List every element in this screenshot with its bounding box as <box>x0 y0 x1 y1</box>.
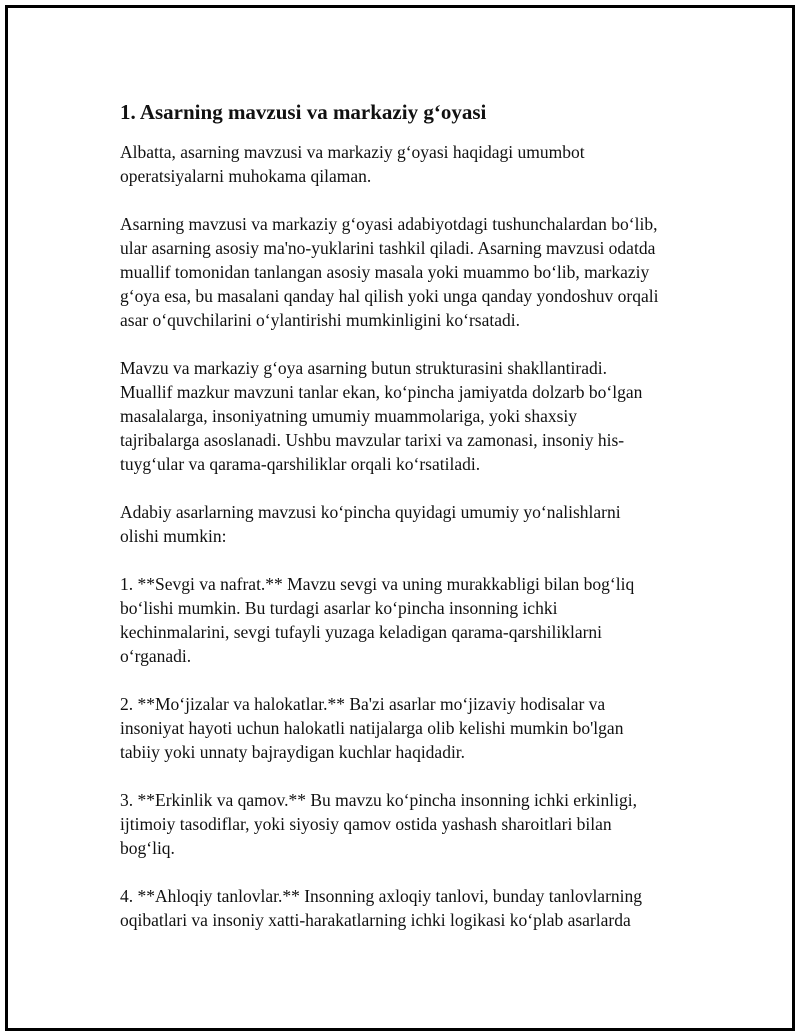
list-item-3 <box>120 788 710 860</box>
list-item-4 <box>120 884 710 932</box>
text-line: kechinmalarini, sevgi tufayli yuzaga keladigan qarama-qarshiliklarni <box>120 622 603 642</box>
text-line: o‘rganadi. <box>120 646 192 666</box>
text-line: 1. **Sevgi va nafrat.** Mavzu sevgi va uning murakkabligi bilan bog‘liq <box>120 574 635 594</box>
text-line: tajribalarga asoslanadi. Ushbu mavzular tarixi va zamonasi, insoniy his- <box>120 430 625 450</box>
paragraph-definition <box>120 212 710 332</box>
text-line: Adabiy asarlarning mavzusi ko‘pincha quyidagi umumiy yo‘nalishlarni <box>120 502 621 522</box>
text-line: bog‘liq. <box>120 838 175 858</box>
text-line: 4. **Ahloqiy tanlovlar.** Insonning axloqiy tanlovi, bunday tanlovlarning <box>120 886 643 906</box>
text-line: Albatta, asarning mavzusi va markaziy g‘oyasi haqidagi umumbot <box>120 142 585 162</box>
paragraph-structure <box>120 356 710 476</box>
text-line: masalalarga, insoniyatning umumiy muammolariga, yoki shaxsiy <box>120 406 578 426</box>
document-body <box>120 98 710 956</box>
text-line: muallif tomonidan tanlangan asosiy masala yoki muammo bo‘lib, markaziy <box>120 262 650 282</box>
text-line: olishi mumkin: <box>120 526 227 546</box>
list-item-1 <box>120 572 710 668</box>
text-line: Mavzu va markaziy g‘oya asarning butun strukturasini shakllantiradi. <box>120 358 607 378</box>
text-line: 2. **Mo‘jizalar va halokatlar.** Ba'zi asarlar mo‘jizaviy hodisalar va <box>120 694 606 714</box>
text-line: ijtimoiy tasodiflar, yoki siyosiy qamov ostida yashash sharoitlari bilan <box>120 814 612 834</box>
paragraph-list-intro <box>120 500 710 548</box>
text-line: ular asarning asosiy ma'no-yuklarini tashkil qiladi. Asarning mavzusi odatda <box>120 238 656 258</box>
text-line: Muallif mazkur mavzuni tanlar ekan, ko‘pincha jamiyatda dolzarb bo‘lgan <box>120 382 643 402</box>
section-heading: 1. Asarning mavzusi va markaziy g‘oyasi <box>120 100 487 124</box>
text-line: tabiiy yoki unnaty bajraydigan kuchlar haqidadir. <box>120 742 466 762</box>
text-line: asar o‘quvchilarini o‘ylantirishi mumkinligini ko‘rsatadi. <box>120 310 520 330</box>
text-line: oqibatlari va insoniy xatti-harakatlarning ichki logikasi ko‘plab asarlarda <box>120 910 631 930</box>
text-line: operatsiyalarni muhokama qilaman. <box>120 166 372 186</box>
paragraph-intro <box>120 140 710 188</box>
text-line: 3. **Erkinlik va qamov.** Bu mavzu ko‘pincha insonning ichki erkinligi, <box>120 790 637 810</box>
text-line: tuyg‘ular va qarama-qarshiliklar orqali ko‘rsatiladi. <box>120 454 481 474</box>
text-line: Asarning mavzusi va markaziy g‘oyasi adabiyotdagi tushunchalardan bo‘lib, <box>120 214 658 234</box>
list-item-2 <box>120 692 710 764</box>
text-line: insoniyat hayoti uchun halokatli natijalarga olib kelishi mumkin bo'lgan <box>120 718 624 738</box>
text-line: bo‘lishi mumkin. Bu turdagi asarlar ko‘pincha insonning ichki <box>120 598 558 618</box>
page-frame <box>5 5 795 1031</box>
text-line: g‘oya esa, bu masalani qanday hal qilish yoki unga qanday yondoshuv orqali <box>120 286 659 306</box>
